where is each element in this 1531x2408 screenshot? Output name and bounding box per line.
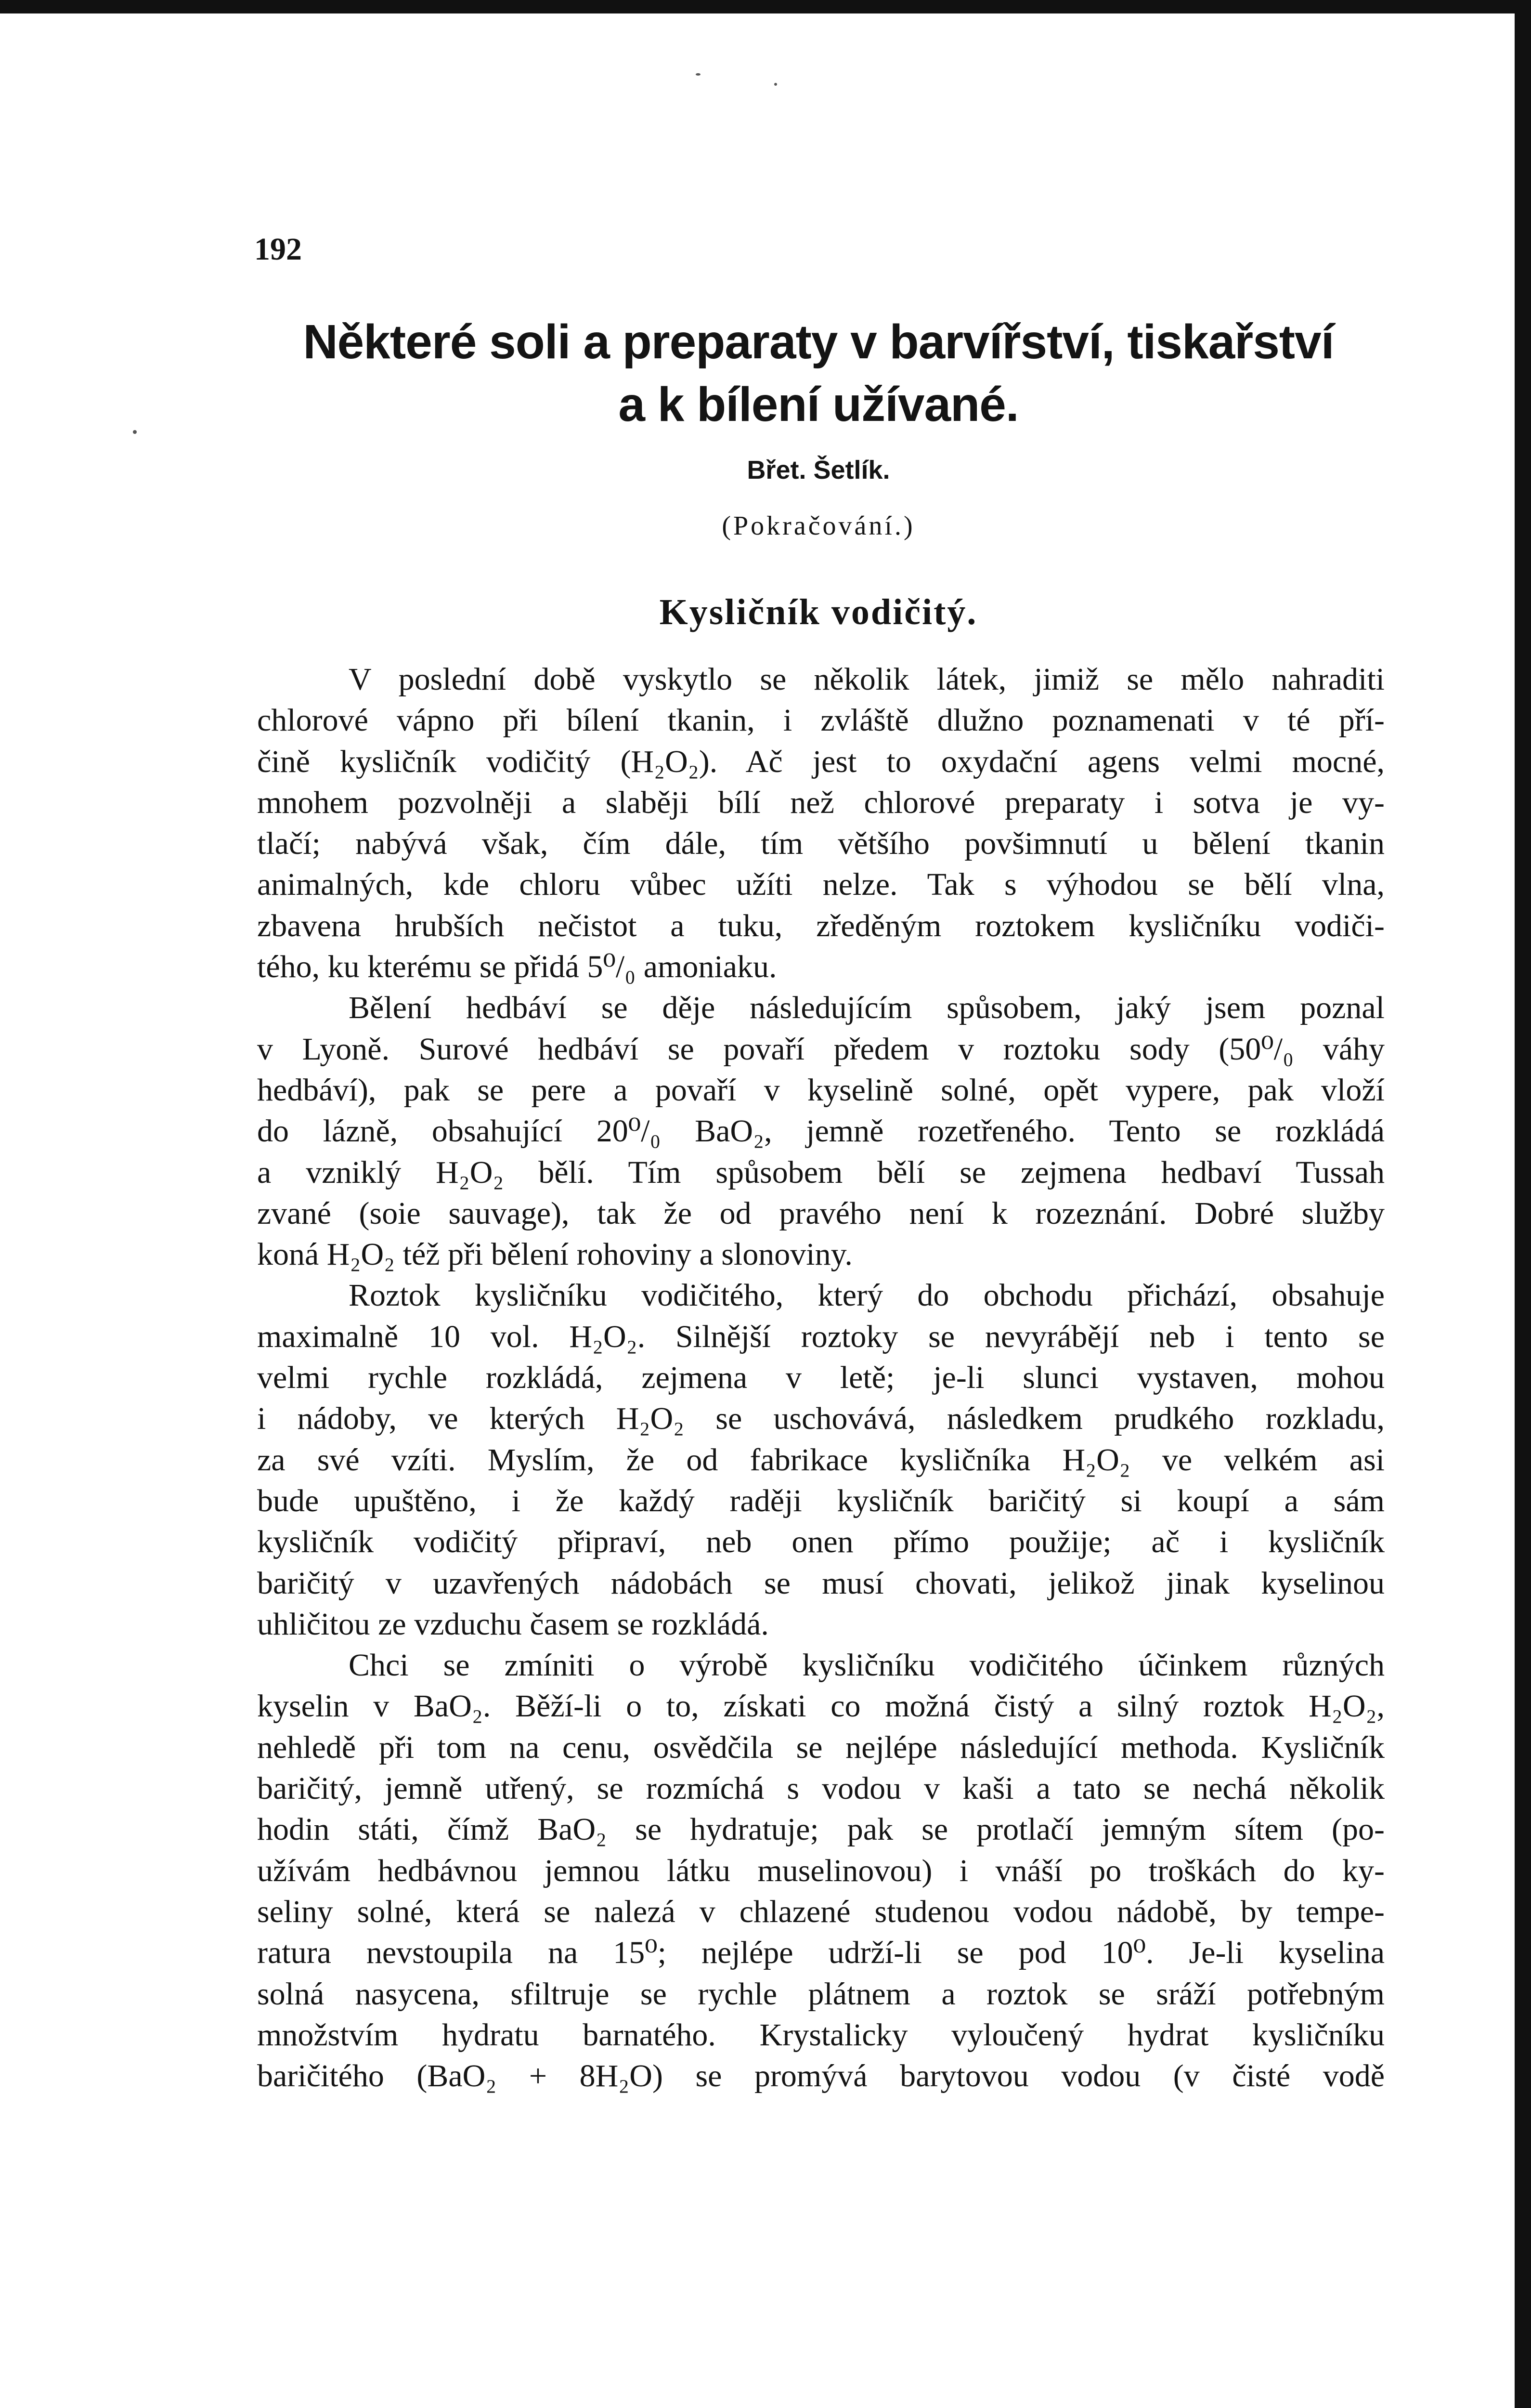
paragraph-line: animalných, kde chloru vůbec užíti nelze. Tak s výhodou se bělí vlna,: [257, 867, 1385, 903]
scan-speck: [774, 83, 777, 86]
paragraph-line: solná nasycena, sfiltruje se rychle plátnem a roztok se sráží potřebným: [257, 1976, 1385, 2012]
paragraph-line: seliny solné, která se nalezá v chlazené studenou vodou nádobě, by tempe-: [257, 1894, 1385, 1929]
paragraph-line: nehledě při tom na cenu, osvědčila se nejlépe následující methoda. Kysličník: [257, 1729, 1385, 1765]
paragraph-line: užívám hedbávnou jemnou látku muselinovou) i vnáší po troškách do ky-: [257, 1853, 1385, 1888]
page-number: 192: [254, 232, 302, 267]
paragraph-line: uhličitou ze vzduchu časem se rozkládá.: [257, 1606, 769, 1642]
paragraph-line: do lázně, obsahující 20⁰/₀ BaO₂, jemně rozetřeného. Tento se rozkládá: [257, 1113, 1385, 1149]
paragraph-line: čině kysličník vodičitý (H₂O₂). Ač jest to oxydační agens velmi mocné,: [257, 744, 1385, 779]
scan-speck: [133, 430, 137, 434]
article-title-line-2: a k bílení užívané.: [618, 378, 1019, 432]
paragraph-line: i nádoby, ve kterých H₂O₂ se uschovává, následkem prudkého rozkladu,: [257, 1401, 1385, 1437]
section-heading: Kysličník vodičitý.: [659, 592, 978, 632]
scan-border-right: [1515, 0, 1531, 2408]
paragraph-line: kysličník vodičitý připraví, neb onen přímo použije; ač i kysličník: [257, 1524, 1385, 1560]
paragraph-line: v Lyoně. Surové hedbáví se povaří předem v roztoku sody (50⁰/₀ váhy: [257, 1031, 1385, 1067]
paragraph-line: hodin státi, čímž BaO₂ se hydratuje; pak se protlačí jemným sítem (po-: [257, 1812, 1385, 1847]
paragraph-line: kyselin v BaO₂. Běží-li o to, získati co možná čistý a silný roztok H₂O₂,: [257, 1688, 1385, 1724]
paragraph-line: baričitý v uzavřených nádobách se musí chovati, jelikož jinak kyselinou: [257, 1565, 1385, 1601]
paragraph-line: bude upuštěno, i že každý raději kysličník baričitý si koupí a sám: [257, 1483, 1385, 1518]
paragraph-line: tého, ku kterému se přidá 5⁰/₀ amoniaku.: [257, 949, 777, 985]
paragraph-line: mnohem pozvolněji a slaběji bílí než chlorové preparaty i sotva je vy-: [257, 785, 1385, 820]
paragraph-line: koná H₂O₂ též při bělení rohoviny a slonoviny.: [257, 1237, 853, 1272]
scan-speck: [696, 73, 701, 76]
paragraph-line: tlačí; nabývá však, čím dále, tím většího povšimnutí u bělení tkanin: [257, 826, 1385, 862]
paragraph-line: velmi rychle rozkládá, zejmena v letě; je-li slunci vystaven, mohou: [257, 1360, 1385, 1396]
paragraph-line: Roztok kysličníku vodičitého, který do obchodu přichází, obsahuje: [349, 1278, 1385, 1313]
article-title-line-1: Některé soli a preparaty v barvířství, tiskařství: [303, 315, 1334, 369]
paragraph-line: chlorové vápno při bílení tkanin, i zvláště dlužno poznamenati v té pří-: [257, 703, 1385, 738]
paragraph-line: ratura nevstoupila na 15⁰; nejlépe udrží-li se pod 10⁰. Je-li kyselina: [257, 1935, 1385, 1971]
article-body: [257, 659, 1385, 2096]
paragraph-line: zvané (soie sauvage), tak že od pravého není k rozeznání. Dobré služby: [257, 1195, 1385, 1231]
article-author: Břet. Šetlík.: [747, 456, 890, 484]
paragraph-line: hedbáví), pak se pere a povaří v kyselině solné, opět vypere, pak vloží: [257, 1072, 1385, 1108]
paragraph-line: zbavena hrubších nečistot a tuku, zředěným roztokem kysličníku vodiči-: [257, 908, 1385, 943]
paragraph-line: maximalně 10 vol. H₂O₂. Silnější roztoky se nevyrábějí neb i tento se: [257, 1319, 1385, 1354]
paragraph-line: baričitý, jemně utřený, se rozmíchá s vodou v kaši a tato se nechá několik: [257, 1771, 1385, 1806]
paragraph-line: Bělení hedbáví se děje následujícím spůsobem, jaký jsem poznal: [349, 990, 1385, 1026]
paragraph-line: baričitého (BaO₂ + 8H₂O) se promývá barytovou vodou (v čisté vodě: [257, 2058, 1385, 2094]
paragraph-line: za své vzíti. Myslím, že od fabrikace kysličníka H₂O₂ ve velkém asi: [257, 1442, 1385, 1478]
paragraph-line: Chci se zmíniti o výrobě kysličníku vodičitého účinkem různých: [349, 1648, 1385, 1683]
scan-border-top: [0, 0, 1531, 13]
continuation-note: (Pokračování.): [722, 511, 915, 541]
paragraph-line: a vzniklý H₂O₂ bělí. Tím spůsobem bělí se zejmena hedbaví Tussah: [257, 1154, 1385, 1190]
paragraph-line: V poslední době vyskytlo se několik látek, jimiž se mělo nahraditi: [349, 662, 1385, 697]
paragraph-line: množstvím hydratu barnatého. Krystalicky vyloučený hydrat kysličníku: [257, 2017, 1385, 2053]
